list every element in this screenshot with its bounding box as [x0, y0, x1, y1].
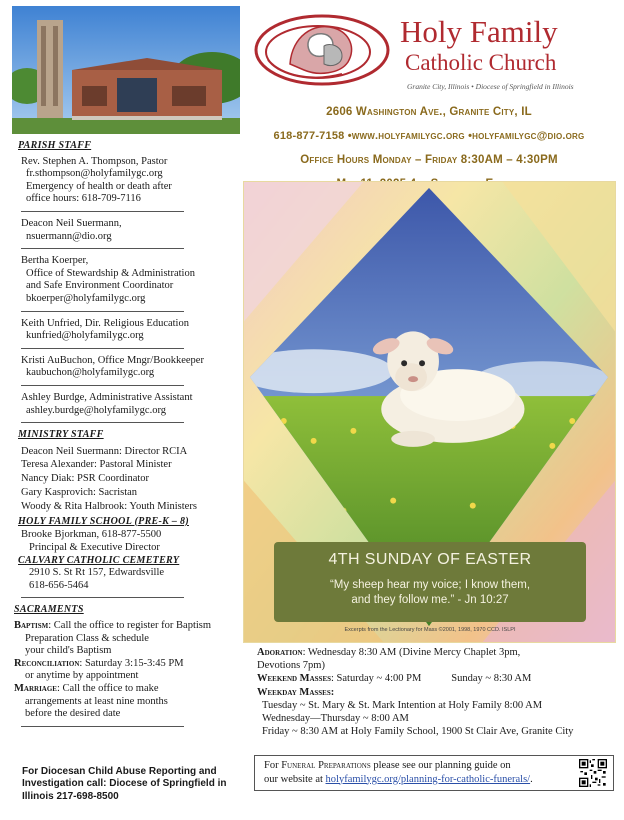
copyright-caption: Excerpts from the Lectionary for Mass ©2001, 1998, 1970 CCD. ISLPI	[344, 627, 516, 633]
divider	[21, 348, 184, 349]
funeral-line-1	[264, 759, 567, 773]
ministry-item: Teresa Alexander: Pastoral Minister	[21, 459, 172, 471]
staff-entry-stewardship	[18, 255, 244, 305]
divider	[21, 311, 184, 312]
school-heading: HOLY FAMILY SCHOOL (PRE-K – 8)	[18, 515, 189, 527]
cemetery-phone: 618-656-5464	[29, 579, 89, 591]
funeral-line-2	[264, 773, 567, 787]
weekend-sunday: Sunday ~ 8:30 AM	[451, 673, 532, 685]
scripture-quote	[274, 578, 586, 608]
divider	[21, 422, 184, 423]
ministry-item: Nancy Diak: PSR Coordinator	[21, 473, 150, 485]
staff-line: Office of Stewardship & Administration	[26, 267, 195, 279]
sacrament-marriage	[14, 683, 244, 721]
funeral-notice-box	[254, 755, 614, 791]
divider	[21, 385, 184, 386]
logo-name-line1: Holy Family	[400, 14, 558, 49]
adoration-line	[257, 646, 617, 659]
cemetery-heading: CALVARY CATHOLIC CEMETERY	[18, 554, 180, 566]
sacrament-baptism	[14, 620, 244, 658]
staff-email: kaubuchon@holyfamilygc.org	[26, 367, 155, 379]
baptism-text: : Call the office to register for Baptism	[48, 620, 212, 632]
ministry-item: Gary Kasprovich: Sacristan	[21, 487, 138, 499]
weekday-line: Tuesday ~ St. Mary & St. Mark Intention at Holy Family 8:00 AM	[262, 699, 543, 711]
mass-schedule	[257, 646, 617, 738]
holy-family-emblem-icon	[252, 8, 392, 88]
sacrament-reconciliation	[14, 658, 244, 683]
weekday-term: Weekday Masses:	[257, 686, 335, 698]
logo-name-line2: Catholic Church	[405, 50, 557, 75]
funeral-text: please see our planning guide on	[370, 760, 511, 771]
school-principal: Brooke Bjorkman, 618-877-5500	[21, 529, 162, 541]
staff-email: ashley.burdge@holyfamilygc.org	[26, 404, 167, 416]
staff-line: Kristi AuBuchon, Office Mngr/Bookkeeper	[21, 354, 204, 366]
staff-line: Rev. Stephen A. Thompson, Pastor	[21, 155, 168, 167]
ministry-item: Deacon Neil Suermann: Director RCIA	[21, 445, 188, 457]
cemetery-address: 2910 S. St Rt 157, Edwardsville	[29, 567, 165, 579]
marriage-term: Marriage	[14, 683, 57, 694]
qr-code-icon[interactable]	[579, 759, 607, 787]
staff-line: Emergency of health or death after	[26, 180, 172, 192]
church-logo	[252, 6, 614, 96]
staff-entry-admin-assistant	[18, 392, 244, 417]
quote-line: “My sheep hear my voice; I know them,	[329, 579, 531, 591]
staff-entry-deacon	[18, 218, 244, 243]
staff-email: bkoerper@holyfamilygc.org	[26, 292, 146, 304]
marriage-text: before the desired date	[25, 708, 121, 720]
school-principal-title: Principal & Executive Director	[29, 542, 160, 554]
ministry-item: Woody & Rita Halbrook: Youth Ministers	[21, 500, 197, 512]
weekday-line: Wednesday—Thursday ~ 8:00 AM	[262, 713, 409, 725]
quote-line: and they follow me.” - Jn 10:27	[351, 594, 509, 606]
staff-email: kunfried@holyfamilygc.org	[26, 330, 144, 342]
weekend-saturday: : Saturday ~ 4:00 PM	[331, 673, 422, 685]
ministry-staff-heading: MINISTRY STAFF	[18, 429, 104, 441]
reconciliation-text: or anytime by appointment	[25, 670, 139, 682]
sacraments-heading: SACRAMENTS	[14, 604, 84, 616]
staff-line: Deacon Neil Suermann,	[21, 217, 122, 229]
staff-entry-office-manager	[18, 355, 244, 380]
sunday-banner	[274, 542, 586, 622]
funeral-suffix: .	[530, 773, 533, 785]
funeral-prefix: For	[264, 760, 282, 771]
banner-title: 4TH SUNDAY OF EASTER	[328, 551, 532, 568]
staff-line: Keith Unfried, Dir. Religious Education	[21, 317, 189, 329]
parish-address: 2606 Washington Ave., Granite City, IL	[326, 106, 532, 118]
funeral-term: Funeral Preparations	[281, 760, 371, 771]
featured-artwork	[243, 181, 616, 643]
funeral-text: our website at	[264, 773, 326, 785]
weekday-line: Friday ~ 8:30 AM at Holy Family School, 1900 St Clair Ave, Granite City	[262, 726, 574, 738]
staff-email: nsuermann@dio.org	[26, 230, 112, 242]
baptism-text: your child's Baptism	[25, 645, 112, 657]
reconciliation-text: : Saturday 3:15-3:45 PM	[79, 657, 184, 669]
adoration-text: : Wednesday 8:30 AM (Divine Mercy Chaplet 3pm,	[302, 647, 521, 658]
marriage-text: arrangements at least nine months	[25, 695, 168, 707]
logo-tagline: Granite City, Illinois • Diocese of Springfield in Illinois	[407, 82, 574, 91]
staff-line: and Safe Environment Coordinator	[26, 280, 174, 292]
weekend-term: Weekend Masses	[257, 673, 332, 685]
staff-line: Bertha Koerper,	[21, 255, 89, 267]
staff-line: office hours: 618-709-7116	[26, 193, 141, 205]
church-photo	[12, 6, 240, 134]
divider	[21, 211, 184, 212]
baptism-text: Preparation Class & schedule	[25, 632, 149, 644]
office-hours: Office Hours Monday – Friday 8:30AM – 4:30PM	[300, 154, 558, 166]
marriage-text: : Call the office to make	[56, 683, 159, 694]
baptism-term: Baptism	[14, 620, 49, 632]
parish-staff-heading: PARISH STAFF	[18, 140, 92, 151]
staff-entry-pastor	[18, 156, 244, 206]
divider	[21, 597, 184, 598]
staff-email: fr.sthompson@holyfamilygc.org	[26, 168, 163, 180]
staff-entry-religious-ed	[18, 318, 244, 343]
staff-line: Ashley Burdge, Administrative Assistant	[21, 391, 193, 403]
divider	[21, 726, 184, 727]
funeral-planning-link[interactable]: holyfamilygc.org/planning-for-catholic-funerals/	[325, 773, 531, 785]
divider	[21, 248, 184, 249]
adoration-text-cont: Devotions 7pm)	[257, 660, 325, 672]
abuse-reporting-notice: For Diocesan Child Abuse Reporting and Investigation call: Diocese of Springfield in Illinois 217-698-8500	[22, 766, 227, 802]
left-sidebar	[14, 140, 244, 733]
weekend-line	[257, 672, 617, 685]
reconciliation-term: Reconciliation	[14, 657, 80, 669]
parish-contact: 618-877-7158 •www.holyfamilygc.org •holyfamilygc@dio.org	[273, 130, 585, 142]
adoration-term: Adoration	[257, 647, 303, 658]
